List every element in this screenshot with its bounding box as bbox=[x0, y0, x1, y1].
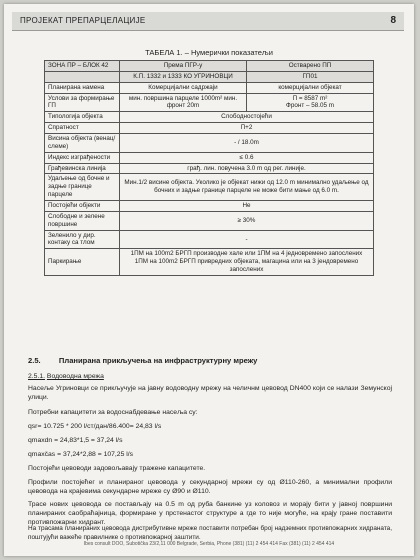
row-label: Удаљење од бочне и задње границе парцеле bbox=[45, 174, 120, 201]
section-heading bbox=[28, 356, 257, 366]
row-label: Грађевинска линија bbox=[45, 163, 120, 174]
subsection-number: 2.5.1. bbox=[28, 373, 46, 380]
formula-qsr: qsr= 10.725 * 200 l/ст/дан/86.400= 24,83 l/s bbox=[28, 423, 162, 430]
row-value: ≥ 30% bbox=[120, 211, 374, 230]
row-label: Индекс изграђености bbox=[45, 152, 120, 163]
paragraph-2: Потребни капацитети за водоснабдевање насеља су: bbox=[28, 409, 198, 416]
row-value: 1ПМ на 100m2 БРГП производне хале или 1ПМ на 4 једновремено запослених 1ПМ на 100m2 БРГП привредних објеката, магацина или на 3 јендовремено запослених bbox=[120, 249, 374, 276]
page-header bbox=[12, 12, 404, 31]
row-value: Не bbox=[120, 201, 374, 212]
table-caption: ТАБЕЛА 1. – Нумерички показатељи bbox=[145, 48, 273, 57]
row-label: Зеленило у дир. контаку са тлом bbox=[45, 230, 120, 249]
row-label: ЗОНА ПР – БЛОК 42 bbox=[45, 61, 120, 72]
table-row bbox=[45, 93, 374, 112]
table-row bbox=[45, 249, 374, 276]
page-number: 8 bbox=[390, 15, 396, 26]
formula-qmaxcas: qmaxčas = 37,24*2,88 = 107,25 l/s bbox=[28, 451, 134, 458]
table-row bbox=[45, 174, 374, 201]
subsection-title: Водоводна мрежа bbox=[46, 373, 104, 380]
section-title: Планирана прикључења на инфраструктурну мрежу bbox=[58, 356, 258, 365]
row-value: - / 18.0m bbox=[120, 134, 374, 153]
formula-qmaxdn: qmaxdn = 24,83*1,5 = 37,24 l/s bbox=[28, 437, 123, 444]
row-value-plan: Према ПГР-у bbox=[120, 61, 247, 72]
table-row bbox=[45, 71, 374, 82]
row-value: ≤ 0.6 bbox=[120, 152, 374, 163]
page-footer: Ibes consult DOO, Subotička 23/2,11 000 Belgrade, Serbia, Phone (381) (11) 2 454 414 Fax (381) (11) 2 454 414 bbox=[83, 541, 335, 547]
table-row bbox=[45, 134, 374, 153]
section-number: 2.5. bbox=[28, 356, 41, 365]
row-label: Висина објекта (венац/слеме) bbox=[45, 134, 120, 153]
table-row bbox=[45, 201, 374, 212]
subsection-heading bbox=[28, 372, 104, 381]
paragraph-hydrants: На трасама планираних цевовода дистрибутивне мреже поставити потребан број надземних противпожарних хидраната, поштујући важеће правилнике о противпожарној заштити. bbox=[28, 525, 392, 541]
row-value: Мин.1/2 висине објекта. Уколико је објекат нижи од 12.0 m минимално удаљење од бочних и задње границе парцеле не може бити мање од 6.0 m. bbox=[120, 174, 374, 201]
table-row bbox=[45, 82, 374, 93]
paragraph-routes: Трасе нових цевовода се постављају на 0.5 m од руба банкине уз коловоз и морају бити у јавној површини планираних саобраћајница, формиране у прстенастог структуре а где то није могуће, на крају гране поставити противпожарни хидрант. bbox=[28, 501, 392, 527]
row-label: Паркирање bbox=[45, 249, 120, 276]
row-label: Планирана намена bbox=[45, 82, 120, 93]
parameters-table bbox=[44, 60, 374, 276]
row-value-plan: мин. површина парцеле 1000m² мин. фронт 20m bbox=[120, 93, 247, 112]
row-value: П+2 bbox=[120, 123, 374, 134]
table-row bbox=[45, 112, 374, 123]
row-label: Услови за формирање ГП bbox=[45, 93, 120, 112]
table-row bbox=[45, 61, 374, 72]
paragraph-capacity: Постојећи цевоводи задовољавају тражене капацитете. bbox=[28, 465, 206, 472]
document-title: ПРОЈЕКАТ ПРЕПАРЦЕЛАЦИЈЕ bbox=[20, 16, 146, 25]
row-value-plan: К.П. 1332 и 1333 КО УГРИНОВЦИ bbox=[120, 71, 247, 82]
table-row bbox=[45, 152, 374, 163]
row-value-achieved: П = 8587 m² Фронт – 58.05 m bbox=[247, 93, 374, 112]
row-value: грађ. лин. повучена 3.0 m од рег. линије. bbox=[120, 163, 374, 174]
paragraph-1: Насеље Угриновци се прикључује на јавну водоводну мрежу на челичнм цевовод DN400 који се налази Земунској улици. bbox=[28, 385, 392, 402]
row-value: Слободностојећи bbox=[120, 112, 374, 123]
row-label: Постојећи објекти bbox=[45, 201, 120, 212]
document-page bbox=[4, 4, 414, 556]
row-value-achieved: ГП01 bbox=[247, 71, 374, 82]
row-label: Спратност bbox=[45, 123, 120, 134]
table-row bbox=[45, 163, 374, 174]
table-row bbox=[45, 211, 374, 230]
row-value-achieved: Остварено ПП bbox=[247, 61, 374, 72]
row-value-achieved: комерцијални објекат bbox=[247, 82, 374, 93]
row-value: - bbox=[120, 230, 374, 249]
row-value-plan: Комерцијални садржаји bbox=[120, 82, 247, 93]
row-label: Слободне и зелене површине bbox=[45, 211, 120, 230]
row-label: Типологија објекта bbox=[45, 112, 120, 123]
row-label bbox=[45, 71, 120, 82]
table-row bbox=[45, 230, 374, 249]
paragraph-profiles: Профили постојећег и планираног цевовода у секундарној мрежи су од Ø110-260, а минимални профили цевовода на крајевима секундарне мреже су Ø90 и Ø110. bbox=[28, 479, 392, 496]
table-row bbox=[45, 123, 374, 134]
